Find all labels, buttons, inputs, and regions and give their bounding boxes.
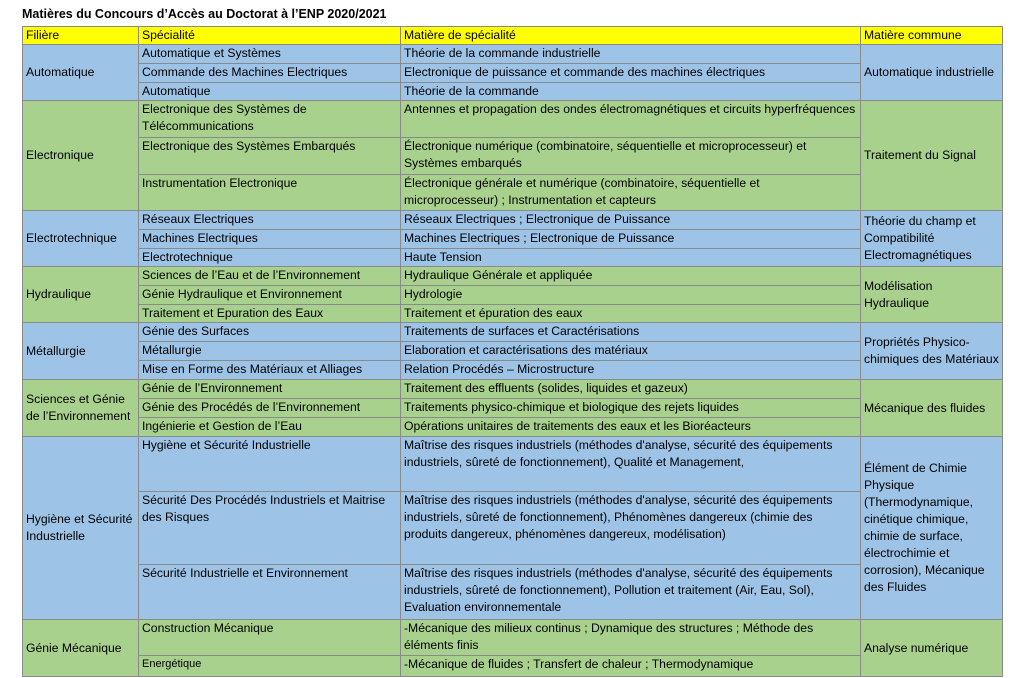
matiere-specialite-cell: -Mécanique des milieux continus ; Dynamique des structures ; Méthode des éléments finis: [401, 620, 861, 656]
table-row: [23, 656, 1003, 677]
matiere-specialite-cell: Maîtrise des risques industriels (méthodes d'analyse, sécurité des équipements industriels, sûreté de fonctionnement), Qualité et Management,: [401, 437, 861, 492]
header-filiere: Filière: [23, 27, 139, 45]
matiere-specialite-cell: Électronique numérique (combinatoire, séquentielle et microprocesseur) et Systèmes embarqués: [401, 138, 861, 175]
filiere-cell: Génie Mécanique: [23, 620, 139, 677]
specialite-cell: Sciences de l’Eau et de l’Environnement: [139, 267, 401, 286]
matiere-specialite-cell: Antennes et propagation des ondes électromagnétiques et circuits hyperfréquences: [401, 101, 861, 138]
matiere-specialite-cell: Théorie de la commande: [401, 83, 861, 101]
specialite-cell: Commande des Machines Electriques: [139, 64, 401, 83]
table-row: [23, 380, 1003, 399]
filiere-cell: Electrotechnique: [23, 211, 139, 267]
subjects-table: [22, 26, 1003, 677]
table-row: [23, 175, 1003, 211]
matiere-commune-cell: Modélisation Hydraulique: [861, 267, 1003, 323]
specialite-cell: Machines Electriques: [139, 230, 401, 249]
specialite-cell: Energétique: [139, 656, 401, 677]
filiere-cell: Sciences et Génie de l’Environnement: [23, 380, 139, 437]
matiere-specialite-cell: Opérations unitaires de traitements des eaux et les Bioréacteurs: [401, 418, 861, 437]
matiere-specialite-cell: Théorie de la commande industrielle: [401, 45, 861, 64]
matiere-specialite-cell: Electronique de puissance et commande des machines électriques: [401, 64, 861, 83]
matiere-specialite-cell: Traitement des effluents (solides, liquides et gazeux): [401, 380, 861, 399]
matiere-commune-cell: Mécanique des fluides: [861, 380, 1003, 437]
matiere-commune-cell: Élément de Chimie Physique (Thermodynamique, cinétique chimique, chimie de surface, électrochimie et corrosion), Mécanique des Fluides: [861, 437, 1003, 620]
table-row: [23, 64, 1003, 83]
header-matiere-commune: Matière commune: [861, 27, 1003, 45]
matiere-specialite-cell: Haute Tension: [401, 249, 861, 267]
specialite-cell: Ingénierie et Gestion de l’Eau: [139, 418, 401, 437]
specialite-cell: Génie de l’Environnement: [139, 380, 401, 399]
matiere-specialite-cell: Électronique générale et numérique (combinatoire, séquentielle et microprocesseur) ; Instrumentation et capteurs: [401, 175, 861, 211]
filiere-cell: Hydraulique: [23, 267, 139, 323]
specialite-cell: Electronique des Systèmes Embarqués: [139, 138, 401, 175]
matiere-specialite-cell: Maîtrise des risques industriels (méthodes d'analyse, sécurité des équipements industriels, sûreté de fonctionnement), Phénomènes dangereux (chimie des produits dangereux, phénomènes dangereux, modélisation): [401, 492, 861, 565]
specialite-cell: Génie Hydraulique et Environnement: [139, 286, 401, 305]
table-row: [23, 399, 1003, 418]
filiere-cell: Automatique: [23, 45, 139, 101]
matiere-specialite-cell: Elaboration et caractérisations des matériaux: [401, 342, 861, 361]
matiere-specialite-cell: Relation Procédés – Microstructure: [401, 361, 861, 380]
table-row: [23, 437, 1003, 492]
matiere-specialite-cell: -Mécanique de fluides ; Transfert de chaleur ; Thermodynamique: [401, 656, 861, 677]
specialite-cell: Génie des Procédés de l’Environnement: [139, 399, 401, 418]
matiere-specialite-cell: Traitements physico-chimique et biologique des rejets liquides: [401, 399, 861, 418]
matiere-commune-cell: Propriétés Physico-chimiques des Matériaux: [861, 323, 1003, 380]
table-row: [23, 342, 1003, 361]
table-row: [23, 230, 1003, 249]
table-row: [23, 83, 1003, 101]
filiere-cell: Electronique: [23, 101, 139, 211]
table-row: [23, 101, 1003, 138]
specialite-cell: Instrumentation Electronique: [139, 175, 401, 211]
specialite-cell: Construction Mécanique: [139, 620, 401, 656]
table-row: [23, 211, 1003, 230]
specialite-cell: Réseaux Electriques: [139, 211, 401, 230]
matiere-commune-cell: Analyse numérique: [861, 620, 1003, 677]
matiere-specialite-cell: Hydraulique Générale et appliquée: [401, 267, 861, 286]
matiere-commune-cell: Automatique industrielle: [861, 45, 1003, 101]
specialite-cell: Traitement et Epuration des Eaux: [139, 305, 401, 323]
header-row: [23, 27, 1003, 45]
table-row: [23, 361, 1003, 380]
specialite-cell: Electronique des Systèmes de Télécommunications: [139, 101, 401, 138]
table-row: [23, 305, 1003, 323]
table-row: [23, 492, 1003, 565]
specialite-cell: Génie des Surfaces: [139, 323, 401, 342]
matiere-specialite-cell: Traitement et épuration des eaux: [401, 305, 861, 323]
header-specialite: Spécialité: [139, 27, 401, 45]
table-row: [23, 267, 1003, 286]
matiere-specialite-cell: Hydrologie: [401, 286, 861, 305]
table-row: [23, 249, 1003, 267]
specialite-cell: Sécurité Des Procédés Industriels et Maitrise des Risques: [139, 492, 401, 565]
specialite-cell: Mise en Forme des Matériaux et Alliages: [139, 361, 401, 380]
matiere-commune-cell: Traitement du Signal: [861, 101, 1003, 211]
table-row: [23, 45, 1003, 64]
table-row: [23, 138, 1003, 175]
specialite-cell: Automatique: [139, 83, 401, 101]
specialite-cell: Sécurité Industrielle et Environnement: [139, 565, 401, 620]
specialite-cell: Hygiène et Sécurité Industrielle: [139, 437, 401, 492]
table-row: [23, 286, 1003, 305]
document-title: Matières du Concours d’Accès au Doctorat à l’ENP 2020/2021: [22, 7, 387, 21]
matiere-commune-cell: Théorie du champ et Compatibilité Electromagnétiques: [861, 211, 1003, 267]
matiere-specialite-cell: Réseaux Electriques ; Electronique de Puissance: [401, 211, 861, 230]
table-row: [23, 620, 1003, 656]
matiere-specialite-cell: Machines Electriques ; Electronique de Puissance: [401, 230, 861, 249]
matiere-specialite-cell: Maîtrise des risques industriels (méthodes d'analyse, sécurité des équipements industriels, sûreté de fonctionnement), Pollution et traitement (Air, Eau, Sol), Evaluation environnementale: [401, 565, 861, 620]
specialite-cell: Métallurgie: [139, 342, 401, 361]
filiere-cell: Métallurgie: [23, 323, 139, 380]
table-row: [23, 418, 1003, 437]
filiere-cell: Hygiène et Sécurité Industrielle: [23, 437, 139, 620]
table-row: [23, 565, 1003, 620]
specialite-cell: Automatique et Systèmes: [139, 45, 401, 64]
header-matiere-specialite: Matière de spécialité: [401, 27, 861, 45]
matiere-specialite-cell: Traitements de surfaces et Caractérisations: [401, 323, 861, 342]
specialite-cell: Electrotechnique: [139, 249, 401, 267]
table-row: [23, 323, 1003, 342]
